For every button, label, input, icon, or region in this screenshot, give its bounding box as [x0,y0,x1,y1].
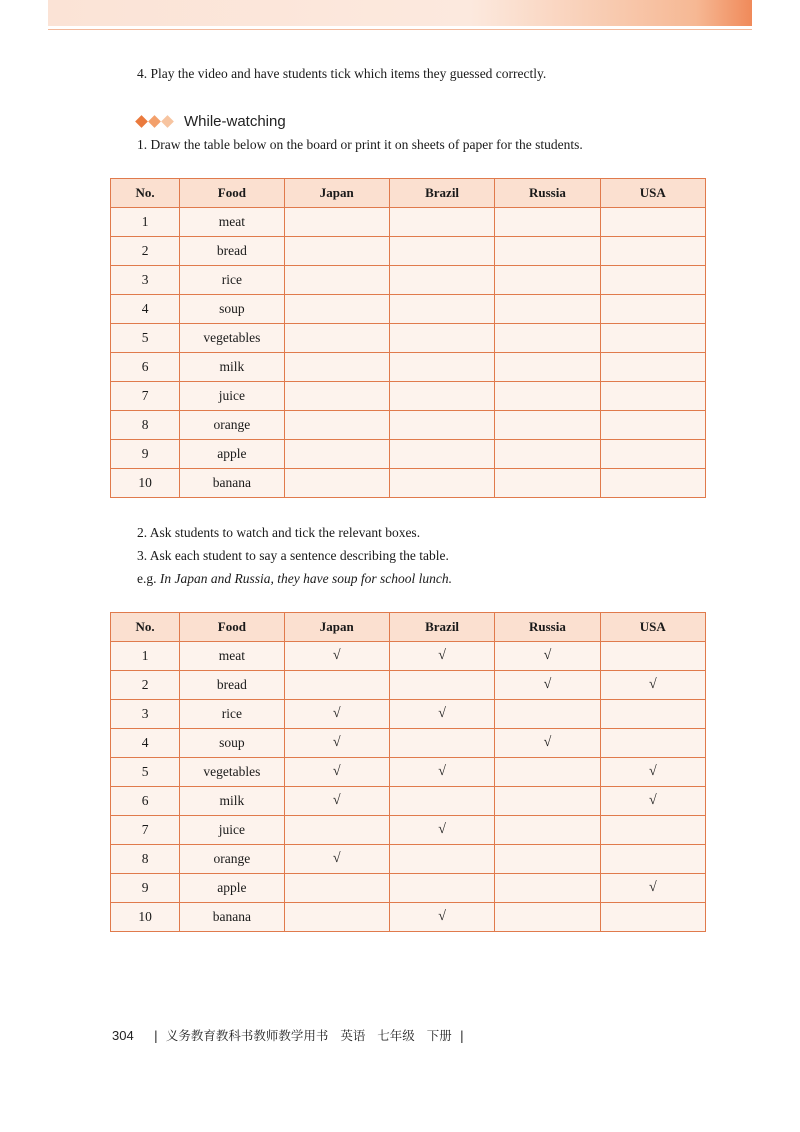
cell-russia: √ [495,729,600,758]
cell-food: banana [180,903,284,932]
cell-japan: √ [284,758,389,787]
cell-russia [495,237,600,266]
cell-usa [600,642,705,671]
footer-book-title: 义务教育教科书教师教学用书 [165,1028,329,1043]
cell-food: milk [180,787,284,816]
answer-food-table [110,612,706,932]
cell-japan [284,469,389,498]
cell-food: orange [180,411,284,440]
cell-brazil [389,411,494,440]
cell-no: 9 [111,440,180,469]
cell-usa [600,237,705,266]
cell-food: soup [180,295,284,324]
cell-food: soup [180,729,284,758]
example-sentence [137,571,452,587]
table-row [111,237,706,266]
cell-no: 7 [111,382,180,411]
cell-no: 1 [111,642,180,671]
header-japan: Japan [284,179,389,208]
cell-usa [600,411,705,440]
cell-no: 3 [111,266,180,295]
cell-russia [495,382,600,411]
cell-food: vegetables [180,758,284,787]
header-russia: Russia [495,613,600,642]
cell-russia [495,816,600,845]
cell-usa [600,382,705,411]
cell-no: 6 [111,787,180,816]
cell-food: meat [180,208,284,237]
cell-food: juice [180,382,284,411]
header-no: No. [111,179,180,208]
cell-no: 2 [111,237,180,266]
footer-subject: 英语 [340,1028,366,1043]
cell-brazil [389,237,494,266]
cell-brazil [389,295,494,324]
cell-japan [284,874,389,903]
top-decorative-band [48,0,752,26]
cell-japan [284,903,389,932]
cell-usa: √ [600,874,705,903]
header-food: Food [180,179,284,208]
top-divider [48,29,752,30]
table-row [111,700,706,729]
cell-usa [600,353,705,382]
cell-brazil [389,353,494,382]
table-row [111,411,706,440]
cell-japan: √ [284,845,389,874]
example-text: In Japan and Russia, they have soup for school lunch. [159,571,452,586]
footer-separator: | [153,1028,158,1043]
cell-japan [284,816,389,845]
cell-usa [600,469,705,498]
cell-no: 10 [111,903,180,932]
blank-food-table [110,178,706,498]
cell-russia [495,266,600,295]
table-row [111,440,706,469]
cell-russia [495,700,600,729]
cell-japan: √ [284,700,389,729]
cell-food: apple [180,874,284,903]
cell-japan [284,411,389,440]
cell-usa [600,295,705,324]
cell-no: 7 [111,816,180,845]
cell-no: 2 [111,671,180,700]
page-footer [112,1026,472,1044]
footer-separator-end: | [459,1028,464,1043]
header-japan: Japan [284,613,389,642]
cell-russia: √ [495,642,600,671]
page-number: 304 [112,1028,134,1043]
cell-usa [600,700,705,729]
cell-food: banana [180,469,284,498]
cell-russia [495,758,600,787]
table-row [111,382,706,411]
cell-japan [284,295,389,324]
table-row [111,295,706,324]
cell-japan [284,237,389,266]
cell-brazil: √ [389,758,494,787]
table-row [111,353,706,382]
table-row [111,874,706,903]
cell-food: vegetables [180,324,284,353]
cell-japan [284,266,389,295]
cell-japan [284,353,389,382]
cell-russia [495,411,600,440]
cell-russia [495,208,600,237]
step-4-text: 4. Play the video and have students tick which items they guessed correctly. [137,66,547,81]
footer-grade: 七年级 [377,1028,415,1043]
cell-usa [600,324,705,353]
cell-russia [495,324,600,353]
table-row [111,324,706,353]
cell-usa [600,816,705,845]
cell-no: 8 [111,845,180,874]
table-row [111,787,706,816]
cell-usa [600,440,705,469]
cell-no: 10 [111,469,180,498]
cell-russia [495,469,600,498]
step-2-text: 2. Ask students to watch and tick the relevant boxes. [137,525,421,540]
cell-food: rice [180,266,284,295]
cell-japan: √ [284,729,389,758]
cell-usa: √ [600,758,705,787]
table-row [111,816,706,845]
table-header-row [111,613,706,642]
cell-usa: √ [600,787,705,816]
table-row [111,845,706,874]
cell-no: 1 [111,208,180,237]
cell-brazil [389,874,494,903]
table-row [111,903,706,932]
cell-brazil [389,440,494,469]
cell-brazil [389,729,494,758]
cell-food: orange [180,845,284,874]
cell-no: 9 [111,874,180,903]
cell-brazil [389,208,494,237]
cell-no: 3 [111,700,180,729]
header-no: No. [111,613,180,642]
table-row [111,729,706,758]
cell-usa [600,903,705,932]
table-header-row [111,179,706,208]
cell-brazil [389,324,494,353]
footer-volume: 下册 [426,1028,452,1043]
cell-no: 6 [111,353,180,382]
cell-russia [495,353,600,382]
section-title: While-watching [184,112,286,130]
cell-brazil: √ [389,903,494,932]
cell-no: 4 [111,729,180,758]
cell-brazil [389,266,494,295]
cell-japan [284,671,389,700]
cell-usa [600,729,705,758]
diamond-bullets-icon [137,117,176,126]
cell-usa: √ [600,671,705,700]
cell-japan: √ [284,787,389,816]
section-heading [137,111,286,131]
cell-russia [495,787,600,816]
cell-no: 5 [111,758,180,787]
example-prefix: e.g. [137,571,160,586]
cell-no: 8 [111,411,180,440]
cell-russia [495,874,600,903]
cell-no: 4 [111,295,180,324]
cell-usa [600,208,705,237]
table-row [111,469,706,498]
table-row [111,642,706,671]
cell-japan [284,382,389,411]
table-row [111,758,706,787]
cell-food: meat [180,642,284,671]
table-row [111,208,706,237]
header-russia: Russia [495,179,600,208]
cell-japan [284,208,389,237]
cell-brazil: √ [389,816,494,845]
cell-food: apple [180,440,284,469]
cell-brazil [389,787,494,816]
cell-russia [495,903,600,932]
header-usa: USA [600,613,705,642]
cell-usa [600,845,705,874]
cell-food: bread [180,671,284,700]
cell-japan [284,440,389,469]
cell-russia [495,440,600,469]
header-brazil: Brazil [389,179,494,208]
cell-japan [284,324,389,353]
cell-usa [600,266,705,295]
header-usa: USA [600,179,705,208]
cell-no: 5 [111,324,180,353]
table-row [111,671,706,700]
cell-brazil [389,671,494,700]
cell-food: bread [180,237,284,266]
cell-brazil: √ [389,700,494,729]
header-food: Food [180,613,284,642]
step-1-text: 1. Draw the table below on the board or print it on sheets of paper for the students. [137,137,583,152]
cell-food: rice [180,700,284,729]
cell-food: milk [180,353,284,382]
cell-brazil [389,845,494,874]
step-3-text: 3. Ask each student to say a sentence describing the table. [137,548,449,563]
cell-brazil [389,469,494,498]
cell-food: juice [180,816,284,845]
header-brazil: Brazil [389,613,494,642]
cell-russia [495,295,600,324]
cell-russia [495,845,600,874]
table-row [111,266,706,295]
cell-brazil [389,382,494,411]
cell-japan: √ [284,642,389,671]
cell-russia: √ [495,671,600,700]
cell-brazil: √ [389,642,494,671]
